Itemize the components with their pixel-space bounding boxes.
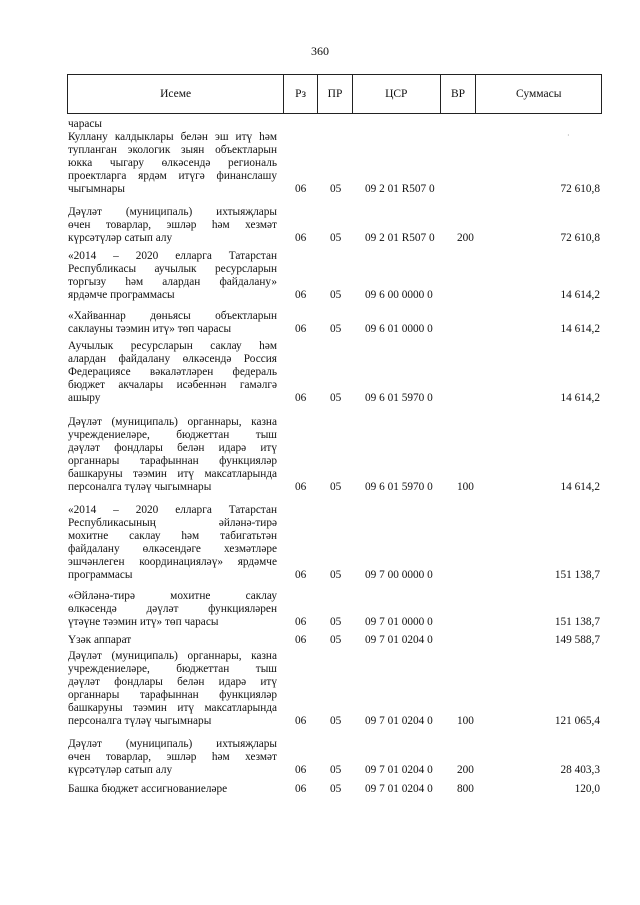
row-name-line: чарасы [68, 118, 102, 130]
header-sum: Суммасы [475, 75, 601, 113]
row-vr: 800 [457, 783, 474, 795]
row-pr: 05 [330, 289, 342, 301]
row-name-line: Дәүләт (муниципаль) органнары, казна [68, 650, 277, 662]
row-pr: 05 [330, 569, 342, 581]
row-name-line: Дәүләт (муниципаль) ихтыяҗлары [68, 206, 277, 218]
row-name [68, 504, 277, 582]
scan-mark: · [567, 131, 570, 140]
row-name-line: бюджет акчалары исәбеннән гамәлгә [68, 379, 277, 391]
row-sum: 72 610,8 [560, 183, 600, 195]
row-name [68, 416, 277, 494]
row-pr: 05 [330, 764, 342, 776]
header-rz: Рз [283, 75, 317, 113]
row-rz: 06 [295, 569, 307, 581]
row-pr: 05 [330, 783, 342, 795]
row-csr: 09 6 00 0000 0 [365, 289, 433, 301]
row-name-line: учреждениеләре, бюджеттан тыш [68, 663, 277, 675]
row-name-line: чыгымнары [68, 183, 125, 195]
row-sum: 28 403,3 [560, 764, 600, 776]
row-name-line: «2014 – 2020 елларга Татарстан [68, 504, 277, 516]
header-name: Исеме [160, 88, 192, 100]
row-name-line: эшчәнлеген координацияләү» ярдәмче [68, 556, 277, 568]
row-csr: 09 7 01 0000 0 [365, 616, 433, 628]
row-pr: 05 [330, 634, 342, 646]
row-csr: 09 7 01 0204 0 [365, 783, 433, 795]
row-name [68, 310, 277, 336]
row-csr: 09 7 00 0000 0 [365, 569, 433, 581]
row-name-line: Дәүләт (муниципаль) органнары, казна [68, 416, 277, 428]
row-name-line: Куллану калдыклары белән эш итү һәм [68, 131, 277, 143]
row-pr: 05 [330, 323, 342, 335]
row-name-line: Республикасының әйләнә-тирә [68, 517, 277, 529]
row-vr: 100 [457, 481, 474, 493]
row-vr: 200 [457, 764, 474, 776]
row-name-line: ярдәмче программасы [68, 289, 175, 301]
row-name-line: органнары тарафыннан функцияләр [68, 455, 277, 467]
row-name-line: программасы [68, 569, 133, 581]
row-name [68, 340, 277, 405]
row-name-line: өчен товарлар, эшләр һәм хезмәт [68, 219, 277, 231]
row-name [68, 650, 277, 728]
row-rz: 06 [295, 715, 307, 727]
row-name-line: учреждениеләре, бюджеттан тыш [68, 429, 277, 441]
row-name [68, 783, 277, 796]
row-name-line: күрсәтүләр сатып алу [68, 232, 173, 244]
row-name-line: Аучылык ресурсларын саклау һәм [68, 340, 277, 352]
row-name-line: «2014 – 2020 елларга Татарстан [68, 250, 277, 262]
row-pr: 05 [330, 715, 342, 727]
row-rz: 06 [295, 634, 307, 646]
row-sum: 151 138,7 [554, 616, 600, 628]
row-csr: 09 7 01 0204 0 [365, 634, 433, 646]
row-name [68, 206, 277, 245]
row-csr: 09 6 01 0000 0 [365, 323, 433, 335]
row-name [68, 131, 277, 196]
row-name [68, 738, 277, 777]
row-name-line: күрсәтүләр сатып алу [68, 764, 173, 776]
row-sum: 14 614,2 [560, 481, 600, 493]
row-name-line: «Хайваннар дөньясы объектларын [68, 310, 277, 322]
row-rz: 06 [295, 323, 307, 335]
row-pr: 05 [330, 616, 342, 628]
row-sum: 121 065,4 [554, 715, 600, 727]
row-name-line: Үзәк аппарат [68, 634, 132, 646]
row-rz: 06 [295, 289, 307, 301]
row-csr: 09 7 01 0204 0 [365, 764, 433, 776]
row-name-line: үтәүне тәэмин итү» төп чарасы [68, 616, 219, 628]
row-rz: 06 [295, 232, 307, 244]
row-name-line: «Әйләнә-тирә мохитне саклау [68, 590, 277, 602]
row-name-line: органнары тарафыннан функцияләр [68, 689, 277, 701]
row-name-line: проектларга ярдәм итүгә финанслашу [68, 170, 277, 182]
row-csr: 09 2 01 R507 0 [365, 232, 435, 244]
header-pr: ПР [317, 75, 352, 113]
row-csr: 09 7 01 0204 0 [365, 715, 433, 727]
row-rz: 06 [295, 481, 307, 493]
row-name-line: дәүләт фондлары белән идарә итү [68, 442, 277, 454]
row-csr: 09 6 01 5970 0 [365, 392, 433, 404]
row-name-line: саклауны тәэмин итү» төп чарасы [68, 323, 232, 335]
row-pr: 05 [330, 183, 342, 195]
row-pr: 05 [330, 481, 342, 493]
row-name-line: өлкәсендә дәүләт функцияләрен [68, 603, 277, 615]
row-name-line: юкка чыгару өлкәсендә региональ [68, 157, 277, 169]
row-name-line: файдалану өлкәсендәге хезмәтләре [68, 543, 277, 555]
row-sum: 120,0 [574, 783, 600, 795]
row-rz: 06 [295, 783, 307, 795]
row-name-line: башкаруны тәэмин итү максатларында [68, 468, 277, 480]
row-name [68, 634, 277, 647]
row-csr: 09 6 01 5970 0 [365, 481, 433, 493]
row-rz: 06 [295, 392, 307, 404]
row-name-line: Республикасы аучылык ресурсларын [68, 263, 277, 275]
row-name-line: персоналга түләү чыгымнары [68, 715, 212, 727]
row-sum: 149 588,7 [554, 634, 600, 646]
row-name-line: Башка бюджет ассигнованиеләре [68, 783, 228, 795]
row-csr: 09 2 01 R507 0 [365, 183, 435, 195]
row-name [68, 590, 277, 629]
row-sum: 14 614,2 [560, 289, 600, 301]
row-sum: 14 614,2 [560, 323, 600, 335]
row-name-line: торгызу һәм алардан файдалану» [68, 276, 277, 288]
row-name-line: өчен товарлар, эшләр һәм хезмәт [68, 751, 277, 763]
row-name-line: ашыру [68, 392, 101, 404]
row-name-line: башкаруны тәэмин итү максатларында [68, 702, 277, 714]
row-name-line: персоналга түләү чыгымнары [68, 481, 212, 493]
row-rz: 06 [295, 183, 307, 195]
row-name-line: мохитне саклау һәм табигатьтән [68, 530, 277, 542]
row-name [68, 250, 277, 302]
row-name [68, 118, 277, 131]
row-name-line: алардан файдалану өлкәсендә Россия [68, 353, 277, 365]
page-number: 360 [311, 44, 329, 58]
row-pr: 05 [330, 392, 342, 404]
row-sum: 151 138,7 [554, 569, 600, 581]
row-name-line: дәүләт фондлары белән идарә итү [68, 676, 277, 688]
row-name-line: тупланган экологик зыян объектларын [68, 144, 277, 156]
header-vr: ВР [440, 75, 476, 113]
row-vr: 100 [457, 715, 474, 727]
row-rz: 06 [295, 764, 307, 776]
row-sum: 14 614,2 [560, 392, 600, 404]
table-header [67, 74, 602, 114]
row-name-line: Федерациясе вәкаләтләрен федераль [68, 366, 277, 378]
row-pr: 05 [330, 232, 342, 244]
row-vr: 200 [457, 232, 474, 244]
row-rz: 06 [295, 616, 307, 628]
header-csr: ЦСР [352, 75, 440, 113]
row-sum: 72 610,8 [560, 232, 600, 244]
row-name-line: Дәүләт (муниципаль) ихтыяҗлары [68, 738, 277, 750]
